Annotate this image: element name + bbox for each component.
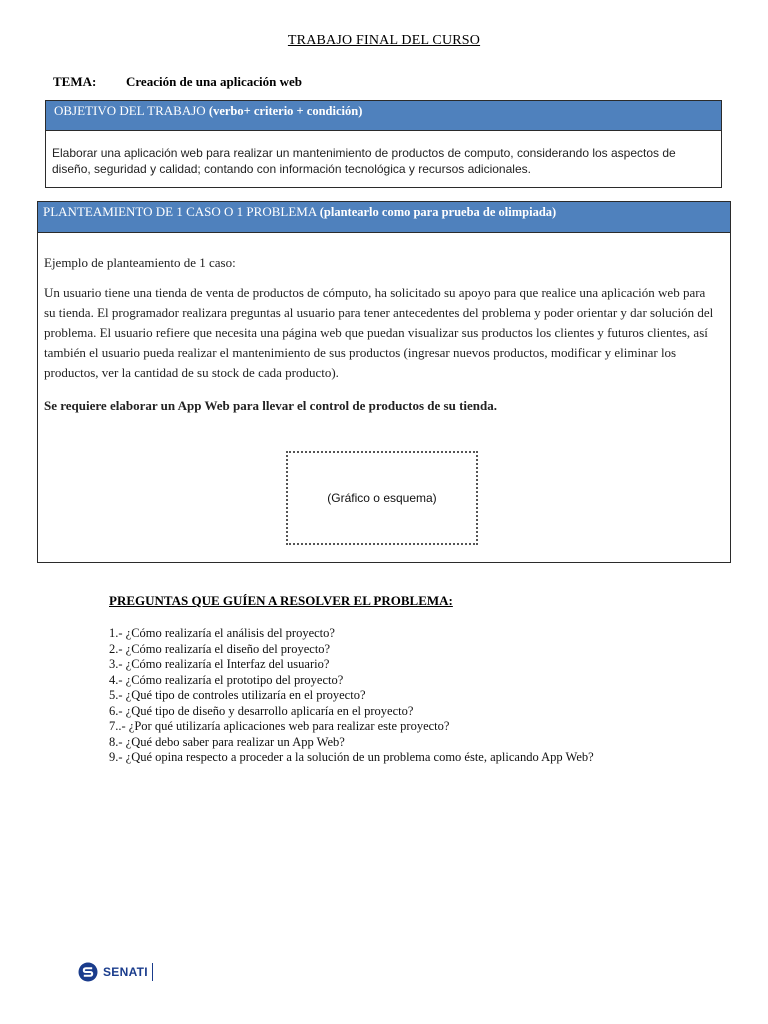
planteamiento-box	[37, 201, 731, 563]
tema-value: Creación de una aplicación web	[126, 74, 302, 89]
senati-logo	[78, 962, 153, 982]
pregunta-item: 8.- ¿Qué debo saber para realizar un App Web?	[109, 734, 345, 749]
document-title: TRABAJO FINAL DEL CURSO	[287, 33, 481, 48]
pregunta-item: 6.- ¿Qué tipo de diseño y desarrollo aplicaría en el proyecto?	[109, 703, 414, 718]
pregunta-item: 1.- ¿Cómo realizaría el análisis del proyecto?	[109, 626, 335, 640]
pregunta-item: 3.- ¿Cómo realizaría el Interfaz del usuario?	[109, 657, 330, 671]
planteamiento-paragraph: Un usuario tiene una tienda de venta de productos de cómputo, ha solicitado su apoyo para que realice una aplicación web para su tienda. El programador realizara preguntas al usuario para tener antecedentes del problema y poder orientar y dar solución del problema. El usuario refiere que necesita una página web que puedan visualizar sus productos los clientes y futuros clientes, así también el usuario pueda realizar el mantenimiento de sus productos (ingresar nuevos productos, modificar y eliminar los productos, ver la cantidad de su stock de cada producto).	[44, 285, 714, 380]
preguntas-list	[109, 626, 649, 766]
planteamiento-header	[38, 202, 730, 233]
planteamiento-requirement: Se requiere elaborar un App Web para llevar el control de productos de su tienda.	[44, 398, 497, 413]
objetivo-header	[46, 101, 721, 131]
planteamiento-intro: Ejemplo de planteamiento de 1 caso:	[44, 255, 236, 270]
diagram-placeholder	[286, 451, 478, 545]
logo-divider	[152, 963, 154, 981]
objetivo-header-title: OBJETIVO DEL TRABAJO	[54, 103, 206, 118]
tema-label: TEMA:	[53, 74, 97, 89]
pregunta-item: 9.- ¿Qué opina respecto a proceder a la solución de un problema como éste, aplicando App Web?	[109, 750, 594, 764]
planteamiento-header-title: PLANTEAMIENTO DE 1 CASO O 1 PROBLEMA	[43, 204, 317, 219]
diagram-placeholder-label: (Gráfico o esquema)	[327, 491, 437, 505]
pregunta-item: 2.- ¿Cómo realizaría el diseño del proyecto?	[109, 641, 331, 656]
pregunta-item: 5.- ¿Qué tipo de controles utilizaría en el proyecto?	[109, 688, 366, 702]
senati-logo-icon	[78, 962, 98, 982]
pregunta-item: 7..- ¿Por qué utilizaría aplicaciones web para realizar este proyecto?	[109, 719, 450, 733]
pregunta-item: 4.- ¿Cómo realizaría el prototipo del proyecto?	[109, 672, 344, 687]
senati-logo-text: SENATI	[103, 965, 148, 979]
objetivo-text: Elaborar una aplicación web para realizar un mantenimiento de productos de computo, considerando los aspectos de diseño, seguridad y calidad; contando con información tecnológica y recursos adicionales.	[52, 146, 676, 176]
objetivo-header-sub: (verbo+ criterio + condición)	[208, 104, 363, 118]
planteamiento-header-sub: (plantearlo como para prueba de olimpiada)	[319, 205, 557, 219]
preguntas-heading: PREGUNTAS QUE GUÍEN A RESOLVER EL PROBLEMA:	[109, 593, 453, 608]
objetivo-box	[45, 100, 722, 188]
